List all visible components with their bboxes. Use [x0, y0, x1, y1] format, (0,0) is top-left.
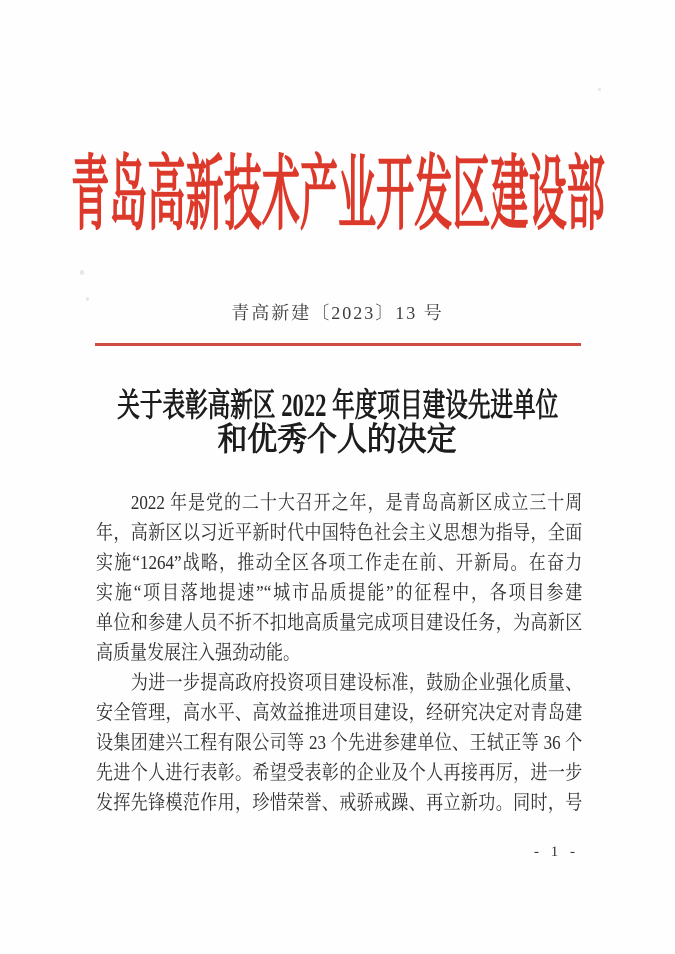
body-line: 先进个人进行表彰。希望受表彰的企业及个人再接再厉，进一步 [96, 762, 583, 784]
body-line: 单位和参建人员不折不扣地高质量完成项目建设任务，为高新区 [96, 612, 583, 634]
body-line: 发挥先锋模范作用，珍惜荣誉、戒骄戒躁、再立新功。同时，号 [96, 792, 583, 814]
body-line: 高质量发展注入强劲动能。 [96, 642, 300, 664]
body-line: 为进一步提高政府投资项目建设标准，鼓励企业强化质量、 [130, 672, 583, 694]
body-line: 实施“1264”战略，推动全区各项工作走在前、开新局。在奋力 [96, 552, 583, 574]
document-title-line1 [0, 389, 675, 423]
page-number: - 1 - [534, 844, 579, 860]
scan-speck [80, 270, 84, 275]
body-line: 年，高新区以习近平新时代中国特色社会主义思想为指导，全面 [96, 522, 583, 544]
document-title-line2 [0, 423, 675, 457]
document-title [0, 389, 675, 457]
body-line: 实施“项目落地提速”“城市品质提能”的征程中，各项目参建 [96, 582, 583, 604]
document-body [96, 488, 582, 818]
issuer-header [0, 149, 675, 240]
body-line: 设集团建兴工程有限公司等 23 个先进参建单位、王轼正等 36 个 [96, 732, 583, 754]
issuer-header-text: 青岛高新技术产业开发区建设部 [70, 149, 605, 240]
document-number: 青高新建〔2023〕13 号 [231, 303, 444, 323]
body-line: 2022 年是党的二十大召开之年，是青岛高新区成立三十周 [130, 492, 583, 514]
body-line: 安全管理，高水平、高效益推进项目建设，经研究决定对青岛建 [96, 702, 583, 724]
red-divider-line [95, 343, 581, 346]
scan-speck [598, 88, 601, 91]
document-title-line2-text: 和优秀个人的决定 [218, 422, 457, 458]
document-title-line1-text: 关于表彰高新区 2022 年度项目建设先进单位 [116, 388, 559, 424]
